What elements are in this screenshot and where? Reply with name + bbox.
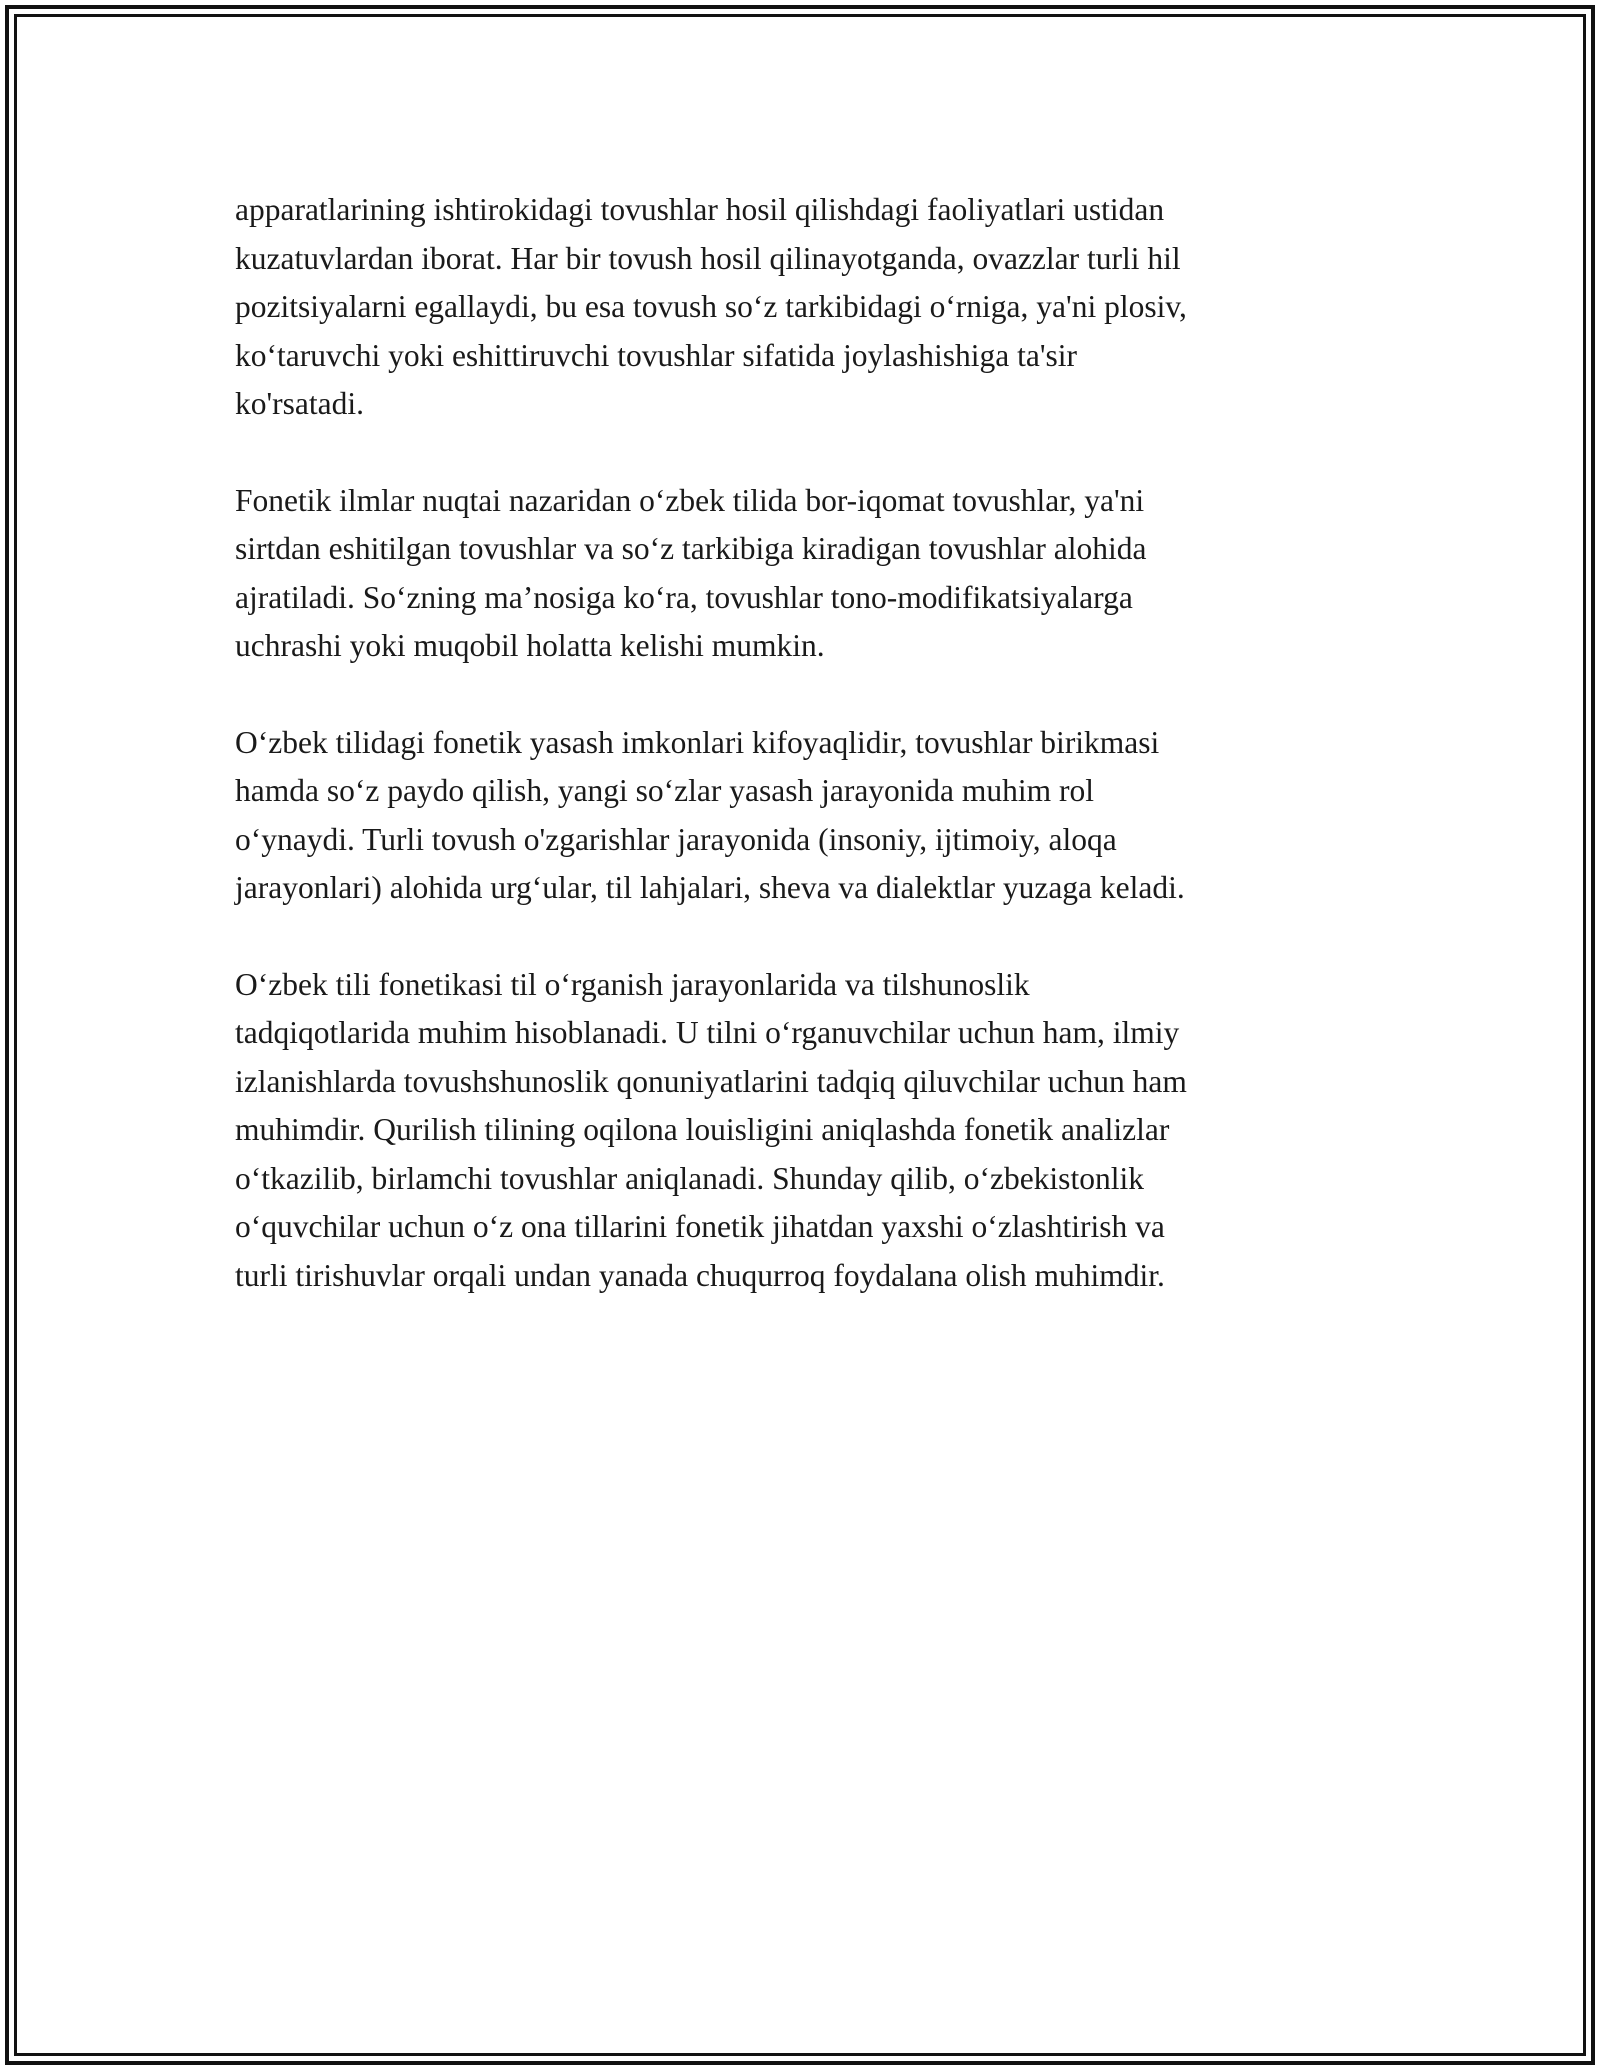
text-line: pozitsiyalarni egallaydi, bu esa tovush soʻz tarkibidagi oʻrniga, ya'ni plosiv, [235,289,1187,324]
document-body [235,186,1365,1348]
text-line: izlanishlarda tovushshunoslik qonuniyatlarini tadqiq qiluvchilar uchun ham [235,1063,1187,1099]
text-line: hamda soʻz paydo qilish, yangi soʻzlar yasash jarayonida muhim rol [235,773,1095,808]
text-line: turli tirishuvlar orqali undan yanada chuqurroq foydalana olish muhimdir. [235,1257,1165,1293]
text-line: Fonetik ilmlar nuqtai nazaridan oʻzbek tilida bor-iqomat tovushlar, ya'ni [235,482,1145,518]
text-line: ko'rsatadi. [235,386,365,421]
text-line: uchrashi yoki muqobil holatta kelishi mumkin. [235,628,825,663]
text-line: tadqiqotlarida muhim hisoblanadi. U tilni oʻrganuvchilar uchun ham, ilmiy [235,1015,1180,1050]
text-line: koʻtaruvchi yoki eshittiruvchi tovushlar sifatida joylashishiga ta'sir [235,337,1078,373]
text-line: oʻquvchilar uchun oʻz ona tillarini fonetik jihatdan yaxshi oʻzlashtirish va [235,1209,1165,1244]
text-line: Oʻzbek tilidagi fonetik yasash imkonlari kifoyaqlidir, tovushlar birikmasi [235,724,1160,760]
text-line: kuzatuvlardan iborat. Har bir tovush hosil qilinayotganda, ovazzlar turli hil [235,240,1181,276]
text-line: muhimdir. Qurilish tilining oqilona louisligini aniqlashda fonetik analizlar [235,1112,1170,1147]
text-line: sirtdan eshitilgan tovushlar va soʻz tarkibiga kiradigan tovushlar alohida [235,531,1147,566]
text-line: oʻynaydi. Turli tovush o'zgarishlar jarayonida (insoniy, ijtimoiy, aloqa [235,821,1117,857]
paragraph-3 [235,719,1365,913]
text-line: jarayonlari) alohida urgʻular, til lahjalari, sheva va dialektlar yuzaga keladi. [235,870,1185,905]
paragraph-2 [235,477,1365,671]
text-line: apparatlarining ishtirokidagi tovushlar hosil qilishdagi faoliyatlari ustidan [235,192,1165,227]
paragraph-1 [235,186,1365,429]
text-line: oʻtkazilib, birlamchi tovushlar aniqlanadi. Shunday qilib, oʻzbekistonlik [235,1160,1144,1196]
text-line: Oʻzbek tili fonetikasi til oʻrganish jarayonlarida va tilshunoslik [235,966,1030,1002]
text-line: ajratiladi. Soʻzning maʼnosiga koʻra, tovushlar tono-modifikatsiyalarga [235,579,1133,615]
paragraph-4 [235,961,1365,1301]
